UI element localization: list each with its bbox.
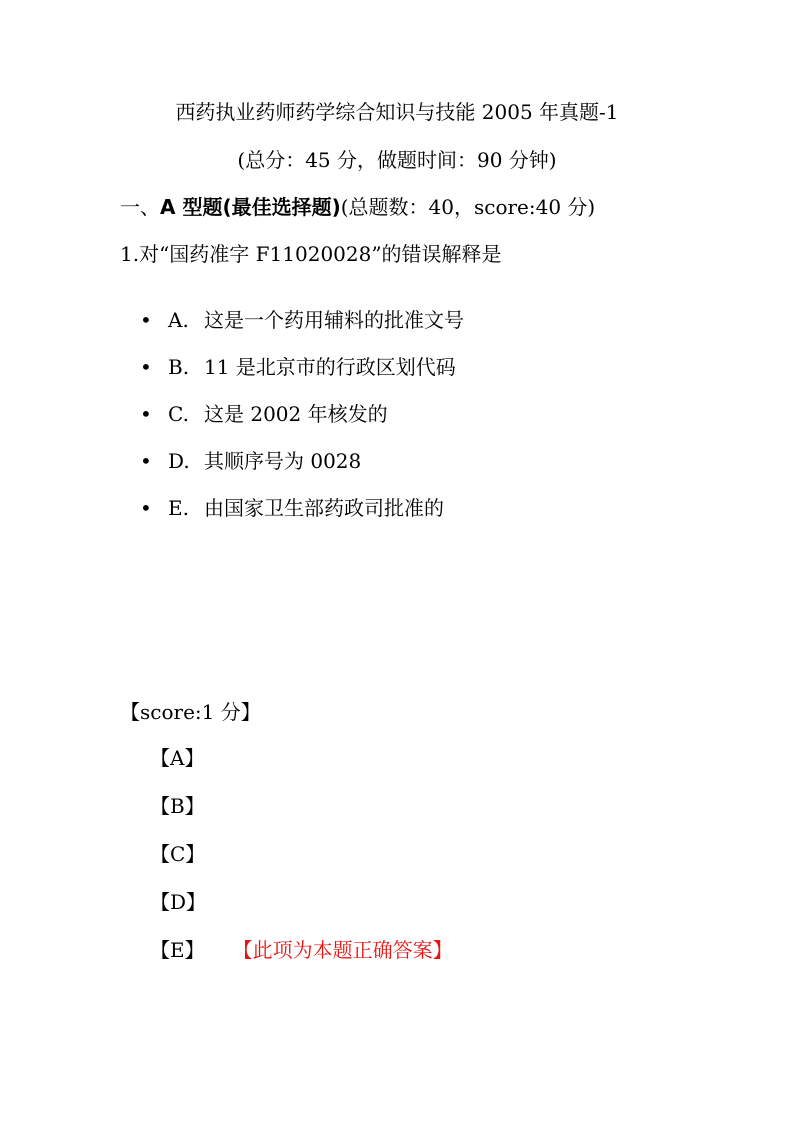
option-letter: E. — [168, 496, 189, 520]
option-letter: B. — [168, 355, 190, 379]
option-letter: C. — [168, 402, 189, 426]
answer-label: 【C】 — [150, 842, 206, 866]
bullet-icon: • — [140, 496, 152, 520]
answer-item — [150, 890, 453, 938]
answer-label: 【A】 — [150, 746, 205, 770]
option-text: 这是 2002 年核发的 — [204, 402, 388, 426]
option-letter: D. — [168, 449, 190, 473]
bullet-icon: • — [140, 355, 152, 379]
section-name: A 型题(最佳选择题) — [160, 195, 341, 219]
question-text: 1.对“国药准字 F11020028”的错误解释是 — [120, 242, 502, 266]
section-heading — [120, 195, 595, 219]
answer-item — [150, 938, 453, 986]
option-list — [140, 308, 464, 543]
document-title: 西药执业药师药学综合知识与技能 2005 年真题-1 — [175, 100, 619, 124]
answer-list — [150, 746, 453, 986]
bullet-icon: • — [140, 402, 152, 426]
option-item — [140, 355, 464, 402]
option-text: 其顺序号为 0028 — [204, 449, 362, 473]
option-text: 由国家卫生部药政司批准的 — [204, 496, 444, 520]
correct-answer-note: 【此项为本题正确答案】 — [242, 938, 453, 962]
option-text: 这是一个药用辅料的批准文号 — [204, 308, 464, 332]
section-meta: (总题数：40，score:40 分) — [340, 195, 596, 219]
option-text: 11 是北京市的行政区划代码 — [204, 355, 456, 379]
answer-label: 【D】 — [150, 890, 207, 914]
answer-label: 【E】 — [150, 938, 205, 962]
option-item — [140, 308, 464, 355]
document-subtitle: (总分：45 分，做题时间：90 分钟) — [237, 148, 557, 172]
bullet-icon: • — [140, 449, 152, 473]
answer-item — [150, 746, 453, 794]
option-item — [140, 449, 464, 496]
section-prefix: 一、 — [120, 195, 160, 219]
option-item — [140, 402, 464, 449]
answer-item — [150, 842, 453, 890]
answer-item — [150, 794, 453, 842]
option-item — [140, 496, 464, 543]
score-label: 【score:1 分】 — [120, 700, 261, 724]
option-letter: A. — [168, 308, 189, 332]
bullet-icon: • — [140, 308, 152, 332]
answer-label: 【B】 — [150, 794, 205, 818]
